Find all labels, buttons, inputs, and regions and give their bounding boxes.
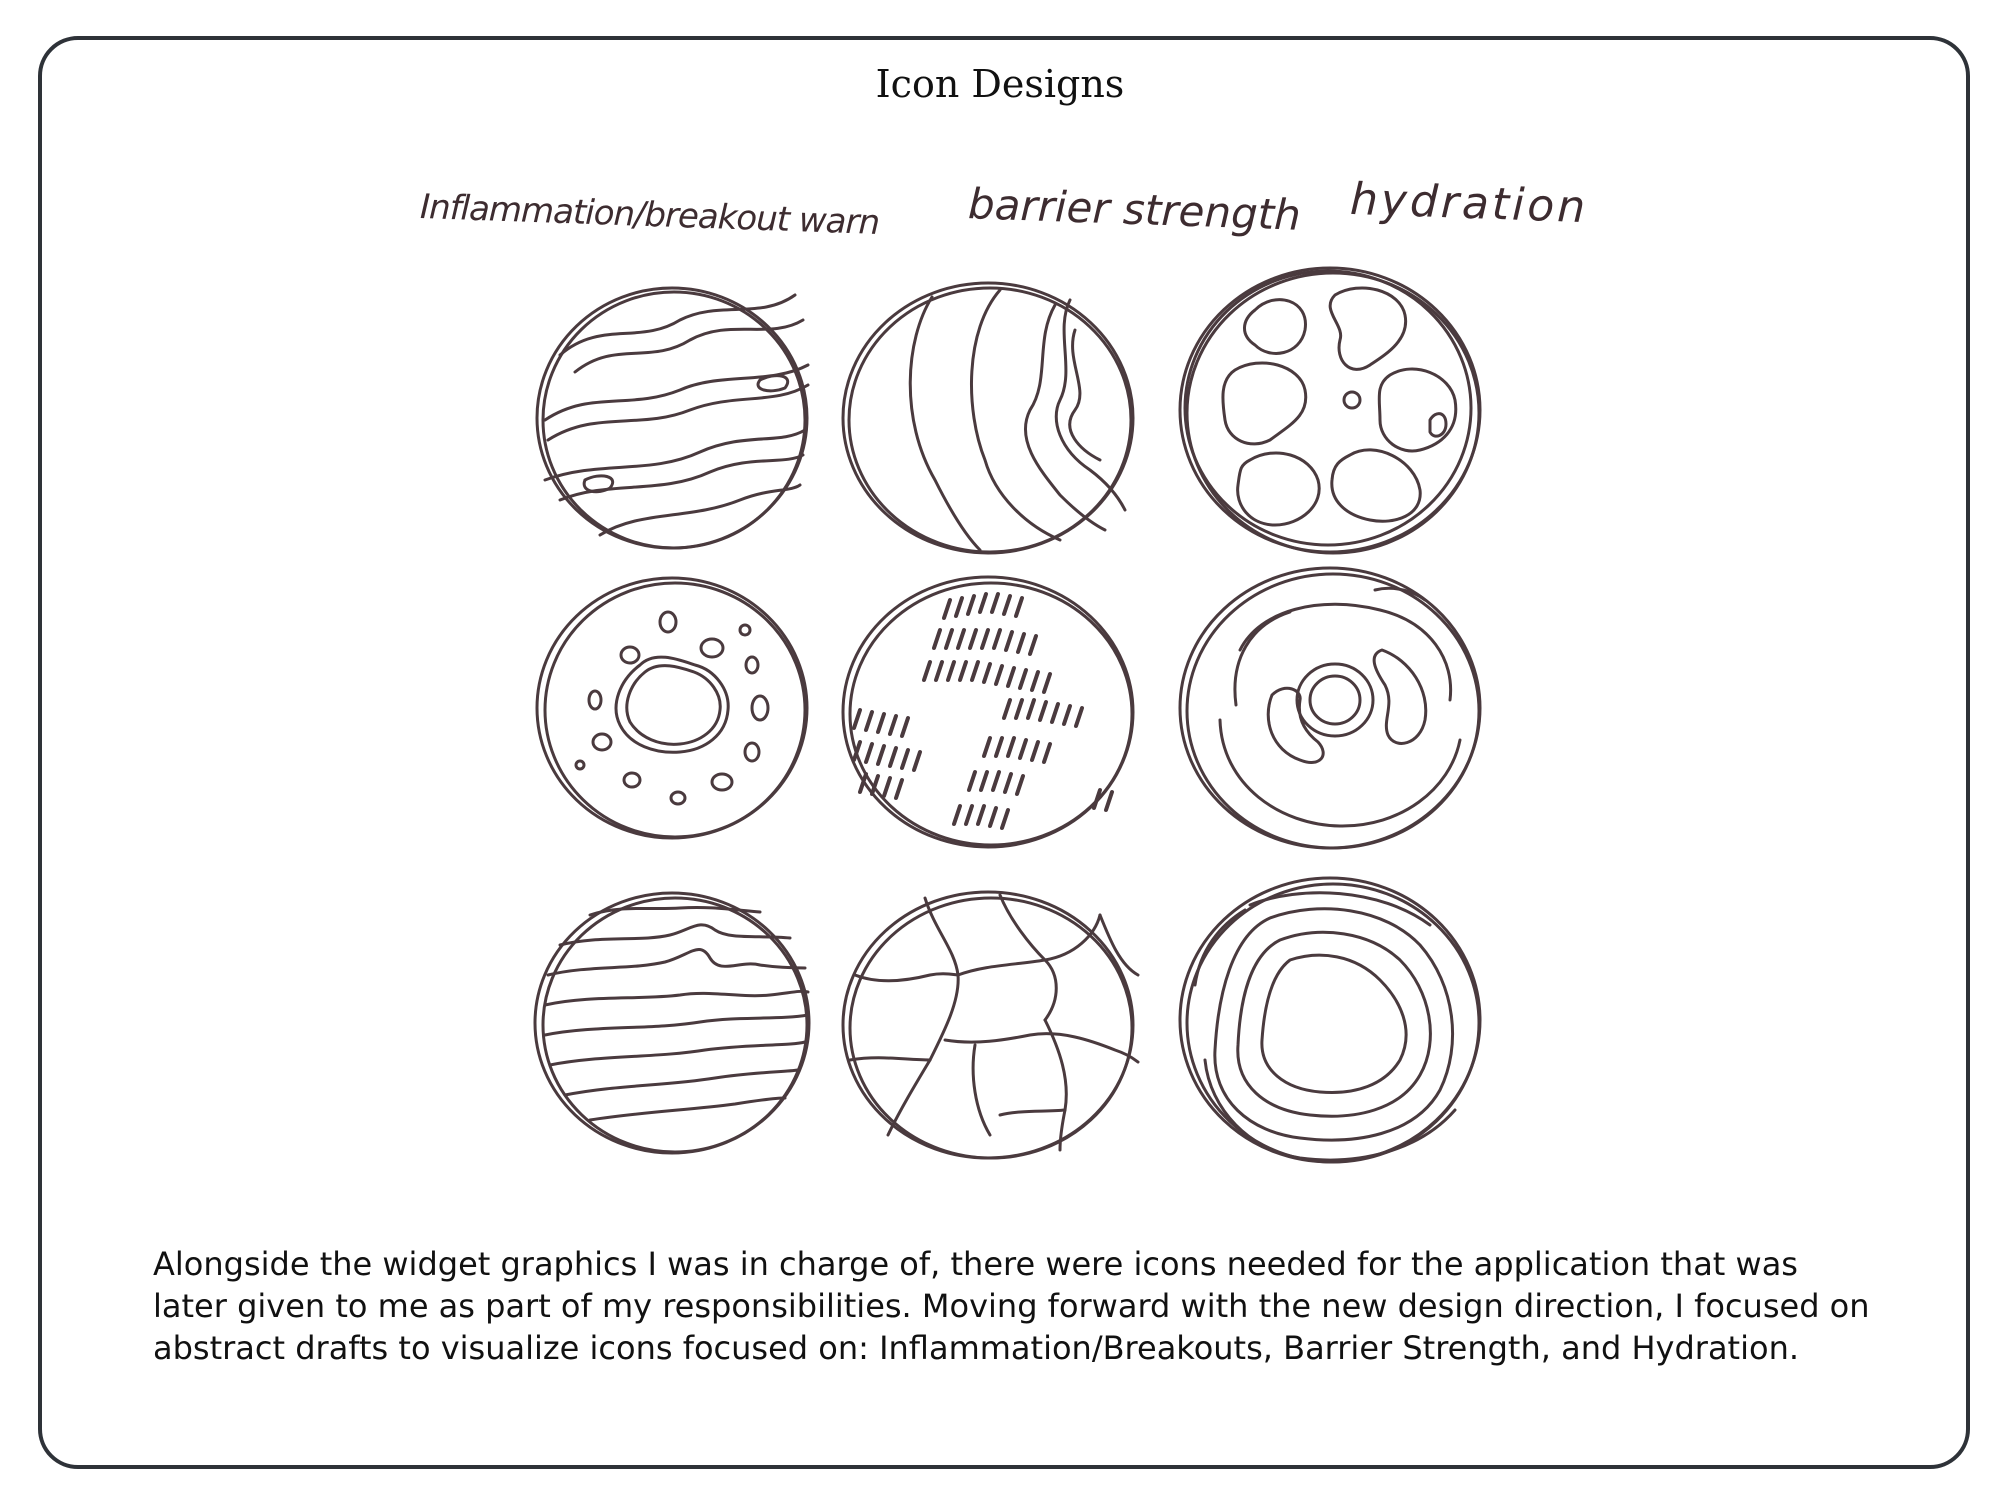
inflammation-dots-icon xyxy=(537,578,807,838)
barrier-stripes-icon xyxy=(843,283,1133,553)
hydration-blobs-icon xyxy=(1180,268,1480,553)
inflammation-lines-icon xyxy=(535,893,809,1153)
description-paragraph: Alongside the widget graphics I was in charge of, there were icons needed for the application that was later given to me as part of my responsibilities. Moving forward with the new design direction, I focused on abstract drafts to visualize icons focused on: Inflammation/Breakouts, Barrier Strength, and Hydration. xyxy=(153,1245,1870,1367)
inflammation-waves-icon xyxy=(537,288,808,548)
column-label-hydration: hydration xyxy=(1349,173,1590,234)
hydration-rings-icon xyxy=(1180,568,1480,848)
page-title: Icon Designs xyxy=(875,62,1125,106)
column-label-inflammation: Inflammation/breakout warn xyxy=(419,187,880,243)
column-label-barrier: barrier strength xyxy=(967,179,1302,240)
barrier-hatch-icon xyxy=(843,577,1133,847)
barrier-cracks-icon xyxy=(843,892,1138,1158)
hydration-contours-icon xyxy=(1180,878,1480,1162)
